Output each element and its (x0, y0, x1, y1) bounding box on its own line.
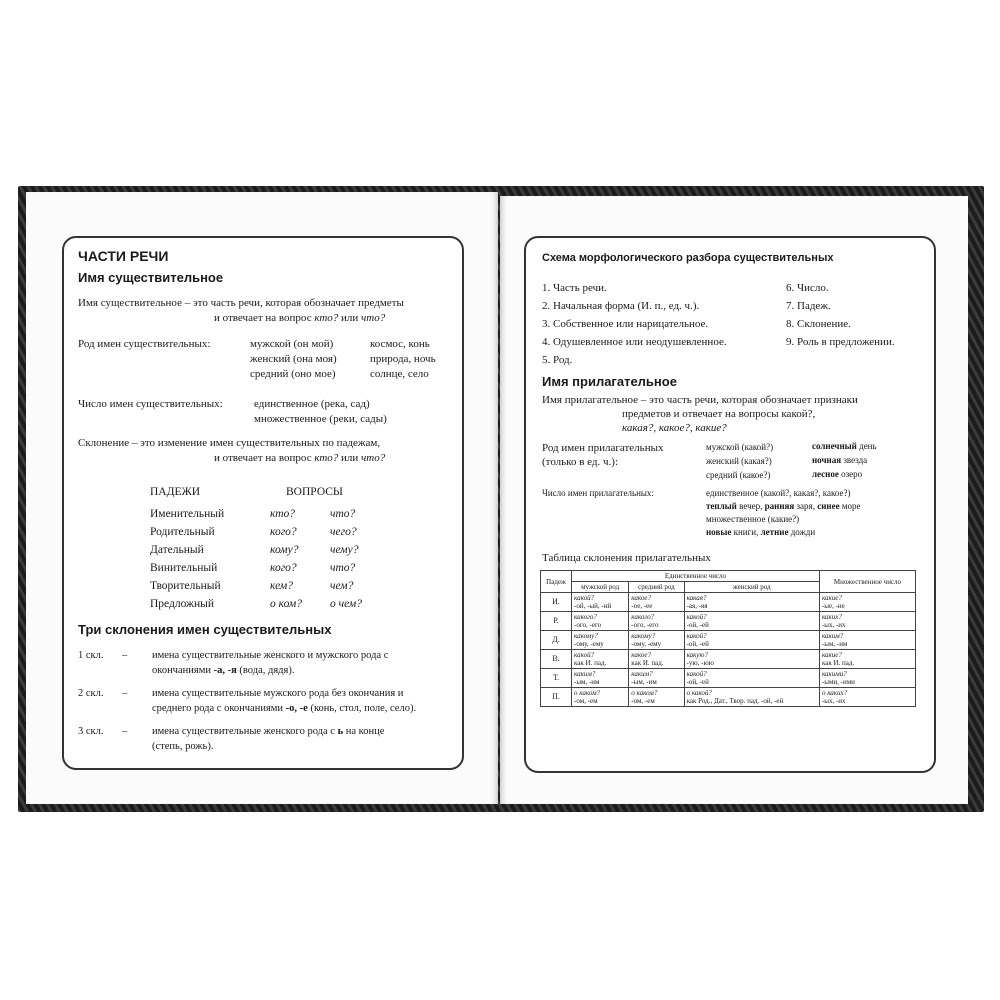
adjective-definition-line3: какая?, какое?, какие? (622, 422, 727, 434)
adjective-definition-line1: Имя прилагательное – это часть речи, которая обозначает признаки (542, 394, 858, 406)
scheme-item: 2. Начальная форма (И. п., ед. ч.). (542, 300, 700, 312)
case-name: Родительный (150, 526, 215, 538)
adjective-definition-line2: предметов и отвечает на вопросы какой?, (622, 408, 816, 420)
section-title: ЧАСТИ РЕЧИ (78, 248, 169, 264)
adjective-title: Имя прилагательное (542, 374, 677, 389)
declension-text: имена существительные мужского рода без окончания и среднего рода с окончаниями -о, -е (конь, стол, поле, село). (152, 688, 417, 714)
adj-gender-example: лесное озеро (812, 469, 863, 479)
case-name: Винительный (150, 562, 218, 574)
case-question: кого? (270, 562, 297, 574)
table-header-row (541, 571, 916, 582)
declension-3 (78, 724, 448, 754)
header-plural: Множественное число (819, 571, 915, 593)
table-cell: какое? -ое, -ее (629, 593, 684, 612)
adj-gender-label: (только в ед. ч.): (542, 456, 619, 468)
cases-header-row (150, 486, 390, 508)
table-cell: какой? -ой, -ый, -ий (572, 593, 629, 612)
table-cell: о каких? -ых, -их (819, 688, 915, 707)
scheme-item: 9. Роль в предложении. (786, 336, 895, 348)
noun-definition-line2: и отвечает на вопрос кто? или что? (214, 312, 386, 324)
adj-number-plural: множественное (какие?) (706, 514, 800, 524)
number-label: Число имен существительных: (78, 398, 223, 410)
table-cell: каким? -ым, -им (629, 669, 684, 688)
gender-row: средний (оно мое) (250, 368, 336, 380)
case-name: Дательный (150, 544, 204, 556)
left-page (26, 192, 498, 804)
table-cell-case: Д. (541, 631, 572, 650)
scheme-item: 8. Склонение. (786, 318, 851, 330)
scheme-title: Схема морфологического разбора существительных (542, 252, 834, 264)
scheme-item: 3. Собственное или нарицательное. (542, 318, 709, 330)
table-cell: каким? -ым, -им (819, 631, 915, 650)
right-page-frame (524, 236, 936, 773)
gender-row: мужской (он мой) (250, 338, 334, 350)
header-neut: средний род (629, 582, 684, 593)
case-row (150, 544, 390, 562)
case-question: кому? (270, 544, 299, 556)
header-fem: женский род (684, 582, 819, 593)
table-row (541, 650, 916, 669)
table-cell: какого? -ого, -его (572, 612, 629, 631)
gender-example: космос, конь (370, 338, 430, 350)
adj-number-label: Число имен прилагательных: (542, 488, 654, 498)
table-cell: каких? -ых, -их (819, 612, 915, 631)
header-singular: Единственное число (572, 571, 820, 582)
number-row: единственное (река, сад) (254, 398, 370, 410)
table-cell: о каком? -ом, -ем (629, 688, 684, 707)
table-cell-case: П. (541, 688, 572, 707)
adj-number-singular-examples: теплый вечер, ранняя заря, синее море (706, 501, 861, 511)
case-question: что? (330, 562, 356, 574)
table-cell: какого? -ого, -его (629, 612, 684, 631)
case-name: Именительный (150, 508, 225, 520)
case-row (150, 580, 390, 598)
adj-gender-example: ночная звезда (812, 455, 868, 465)
declension-dash: – (122, 726, 128, 737)
cases-table (150, 486, 390, 616)
adj-gender-label: Род имен прилагательных (542, 442, 664, 454)
case-row (150, 598, 390, 616)
adj-gender-row: мужской (какой?) (706, 442, 774, 452)
scheme-item: 5. Род. (542, 354, 573, 366)
table-cell-case: В. (541, 650, 572, 669)
adj-gender-row: женский (какая?) (706, 456, 772, 466)
table-cell: какие? как И. пад. (819, 650, 915, 669)
table-cell: какой? -ой, -ей (684, 612, 819, 631)
declension-key: 3 скл. (78, 726, 104, 737)
gender-example: солнце, село (370, 368, 429, 380)
case-question: кто? (270, 508, 296, 520)
table-cell: каким? -ым, -им (572, 669, 629, 688)
declension-key: 2 скл. (78, 688, 104, 699)
table-cell: какой? -ой, -ей (684, 631, 819, 650)
table-cell: какими? -ыми, -ими (819, 669, 915, 688)
declension-2 (78, 686, 448, 716)
left-page-frame (62, 236, 464, 770)
table-cell: какой? как И. пад. (572, 650, 629, 669)
table-title: Таблица склонения прилагательных (542, 552, 711, 564)
noun-title: Имя существительное (78, 270, 224, 285)
table-row (541, 593, 916, 612)
right-page (500, 196, 968, 804)
case-row (150, 508, 390, 526)
three-declensions-title: Три склонения имен существительных (78, 622, 332, 637)
case-question: о чем? (330, 598, 363, 610)
declension-dash: – (122, 650, 128, 661)
table-cell-case: Р. (541, 612, 572, 631)
header-case: Падеж (541, 571, 572, 593)
gender-row: женский (она моя) (250, 353, 337, 365)
adj-gender-row: средний (какое?) (706, 470, 771, 480)
scheme-item: 6. Число. (786, 282, 829, 294)
case-question: кем? (270, 580, 293, 592)
table-row (541, 612, 916, 631)
table-cell: какое? как И. пад. (629, 650, 684, 669)
noun-definition-line1: Имя существительное – это часть речи, которая обозначает предметы (78, 297, 404, 309)
scheme-item: 7. Падеж. (786, 300, 831, 312)
declension-key: 1 скл. (78, 650, 104, 661)
table-row (541, 688, 916, 707)
table-cell: какая? -ая, -яя (684, 593, 819, 612)
gender-label: Род имен существительных: (78, 338, 211, 350)
case-name: Творительный (150, 580, 221, 592)
scheme-item: 4. Одушевленное или неодушевленное. (542, 336, 727, 348)
case-row (150, 526, 390, 544)
adj-number-singular: единственное (какой?, какая?, какое?) (706, 488, 851, 498)
adj-number-plural-examples: новые книги, летние дожди (706, 527, 816, 537)
table-cell-case: Т. (541, 669, 572, 688)
declension-1 (78, 648, 448, 678)
scheme-item: 1. Часть речи. (542, 282, 607, 294)
table-cell: какому? -ому, -ему (572, 631, 629, 650)
questions-header: ВОПРОСЫ (286, 486, 343, 498)
table-cell: какую? -ую, -юю (684, 650, 819, 669)
table-row (541, 631, 916, 650)
table-row (541, 669, 916, 688)
table-cell: о какой? как Род., Дат., Твор. пад. -ой, -ей (684, 688, 819, 707)
declension-text: имена существительные женского рода с ь на конце (степь, рожь). (152, 726, 385, 752)
cases-header: ПАДЕЖИ (150, 486, 201, 498)
gender-example: природа, ночь (370, 353, 436, 365)
case-question: кого? (270, 526, 297, 538)
case-question: о ком? (270, 598, 302, 610)
declension-dash: – (122, 688, 128, 699)
table-cell: о каком? -ом, -ем (572, 688, 629, 707)
declension-text: имена существительные женского и мужского рода с окончаниями -а, -я (вода, дядя). (152, 650, 389, 676)
case-name: Предложный (150, 598, 215, 610)
case-question: чему? (330, 544, 359, 556)
case-question: чего? (330, 526, 357, 538)
table-cell: какие? -ые, -ие (819, 593, 915, 612)
table-cell-case: И. (541, 593, 572, 612)
case-question: чем? (330, 580, 354, 592)
header-masc: мужской род (572, 582, 629, 593)
case-row (150, 562, 390, 580)
number-row: множественное (реки, сады) (254, 413, 387, 425)
table-cell: какой? -ой, -ей (684, 669, 819, 688)
declension-definition-line1: Склонение – это изменение имен существительных по падежам, (78, 437, 381, 449)
declension-definition-line2: и отвечает на вопрос кто? или что? (214, 452, 386, 464)
table-cell: какому? -ому, -ему (629, 631, 684, 650)
case-question: что? (330, 508, 356, 520)
adj-gender-example: солнечный день (812, 441, 877, 451)
declension-table (540, 570, 916, 707)
